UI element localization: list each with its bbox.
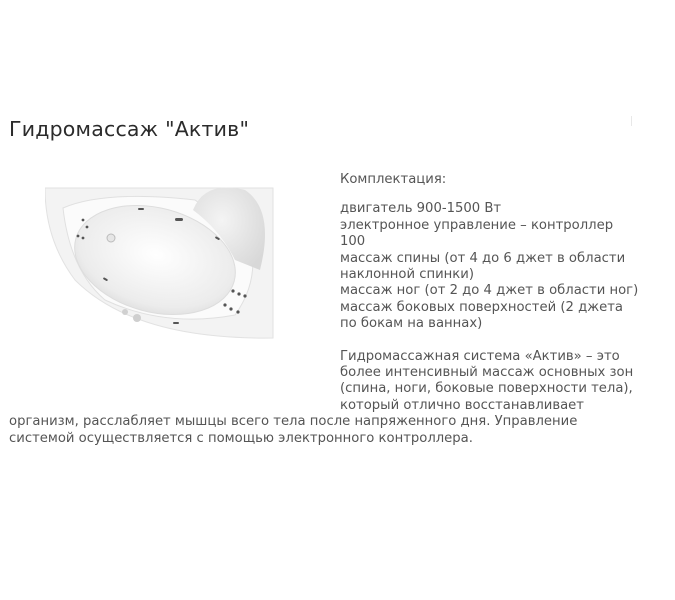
equipment-heading: Комплектация: xyxy=(340,172,447,187)
content-block xyxy=(0,172,640,447)
equipment-list xyxy=(0,201,640,332)
list-item: двигатель 900-1500 Вт xyxy=(0,201,640,217)
list-item: массаж ног (от 2 до 4 джет в области ног) xyxy=(0,283,640,299)
decorative-mark xyxy=(631,116,634,126)
description-paragraph: Гидромассажная система «Актив» – это более интенсивный массаж основных зон (спина, ноги, боковые поверхности тела), который отлично восстанавливает организм, расслабляет мышцы всего тела после напряженного дня. Управление системой осуществляется с помощью электронного контроллера. xyxy=(9,348,634,446)
page-title: Гидромассаж "Актив" xyxy=(9,117,250,141)
list-item: массаж спины (от 4 до 6 джет в области наклонной спинки) xyxy=(0,251,640,284)
list-item: массаж боковых поверхностей (2 джета по бокам на ваннах) xyxy=(0,300,640,333)
list-item: электронное управление – контроллер 100 xyxy=(0,218,640,251)
